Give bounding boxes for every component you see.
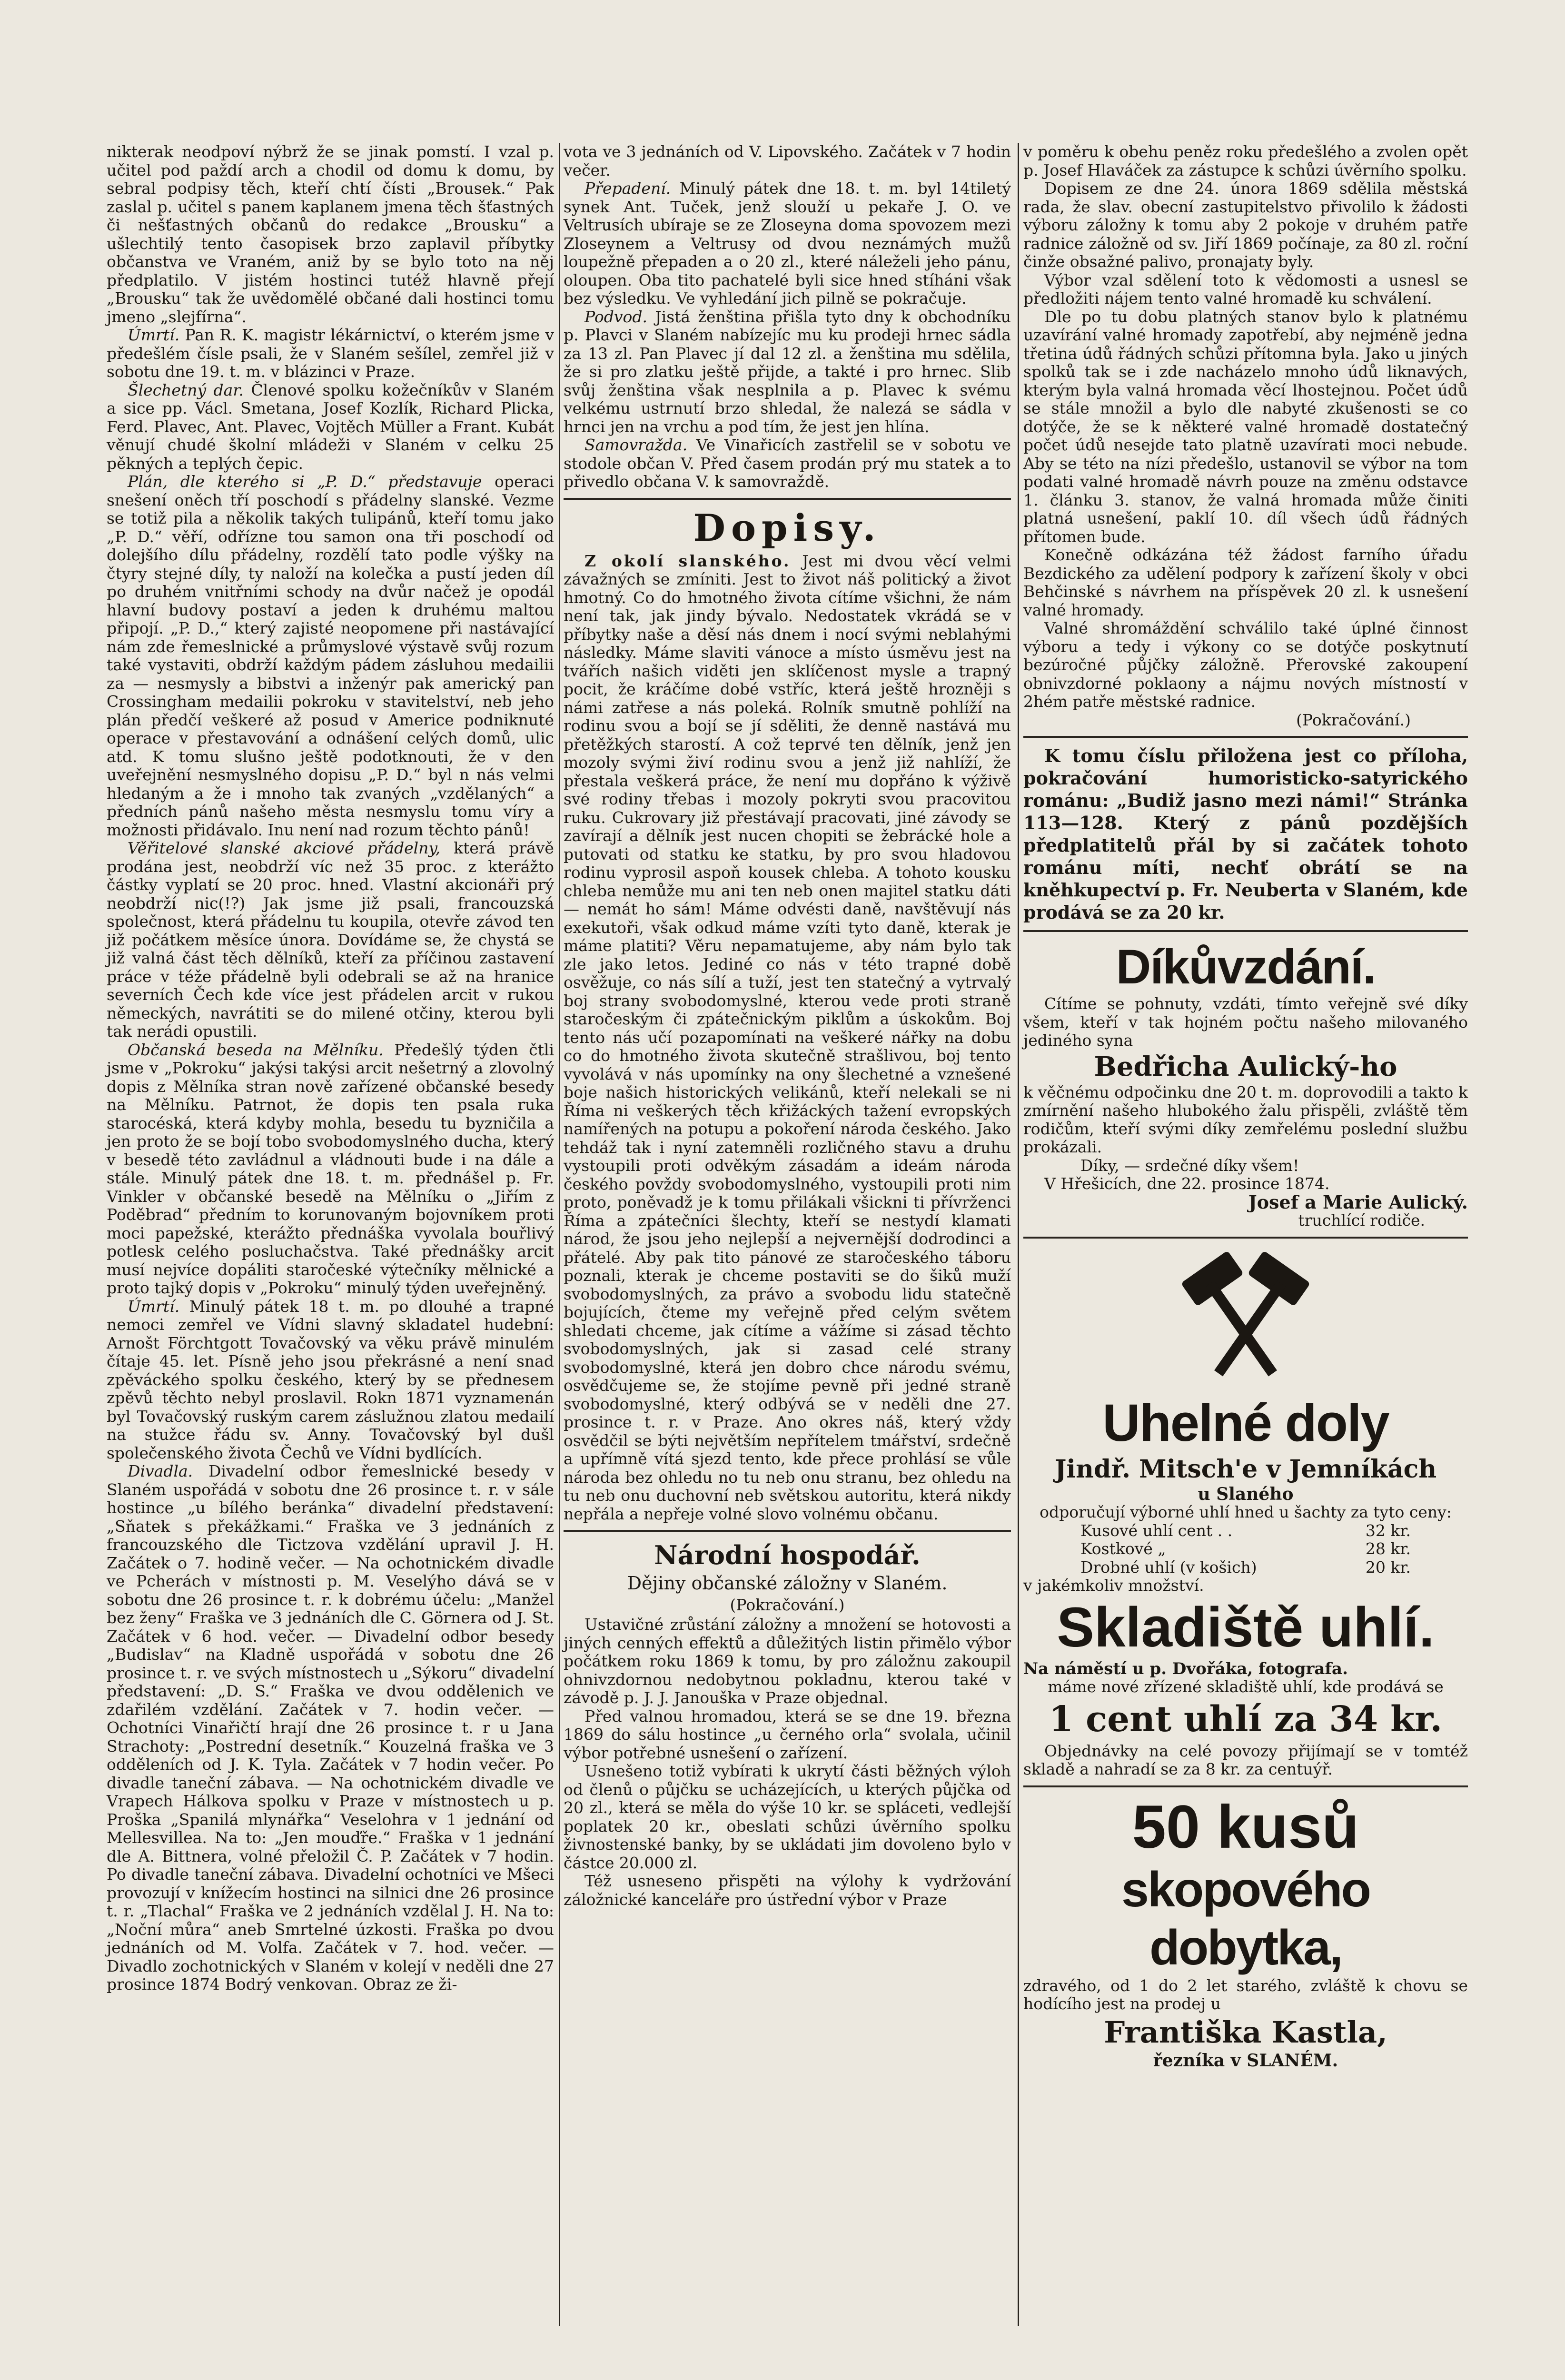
- coal-price-row: Kusové uhlí cent . . 32 kr.: [1080, 1521, 1411, 1540]
- article-paragraph: Valné shromáždění schválilo také úplné činnost výboru a tedy i výkony co se dotýče poskytnutí bezúročné půjčky záložně. Přerovské zakoupení obnivzdorné poklaony a nájmu nových místností v 2hém patře městské radnice.: [1023, 619, 1468, 711]
- ad-company: Jindř. Mitsch'e v Jemníkách: [1054, 1454, 1437, 1484]
- column-left: [107, 143, 554, 1994]
- article-slechetny-dar: Šlechetný dar. Členové spolku kožečníkův v Slaném a sice pp. Václ. Smetana, Josef Kozlík, Richard Plicka, Ferd. Plavec, Ant. Plavec, Vojtěch Müller a Frant. Kubát věnují chudé školní mládeži v Slaném v celku 25 pěkných a teplých čepic.: [107, 380, 554, 473]
- section-divider: [1023, 736, 1468, 738]
- seller-name: Františka Kastla,: [1104, 2014, 1387, 2050]
- article-samovrazda: Samovražda. Ve Vinařicích zastřelil se v sobotu ve stodole občan V. Před časem prodán prý mu statek a to přivedlo občana V. k samovraždě.: [564, 436, 1011, 491]
- deceased-name: Bedřicha Aulický-ho: [1094, 1051, 1397, 1082]
- ad-title-kusu: 50 kusů: [1132, 1793, 1359, 1861]
- section-title-narodni-hospodar: Národní hospodář.: [654, 1540, 921, 1570]
- article-paragraph: Dle po tu dobu platných stanov bylo k platnému uzavírání valné hromady zapotřebí, aby nejméně jedna třetina údů řádných schůzi přítomna byla. Jako u jiných spolků tak se i zde nacházelo mnoho údů liknavých, kterým byla valná hromada věcí lhostejnou. Počet údů se stále množil a bylo dle nabyté zkušenosti se co dotýče, že se k některé valné hromadě dostatečný počet údů nesejde tato platně uzavírati moci nebude. Aby se této na nízi předešlo, ustanovil se výbor na tom podati valné hromadě návrh pouze na změnu odstavce 1. článku 3. stanov, že valná hromada může činiti platná usnešení, paklí 10. díl všech údů řádných přítomen bude.: [1023, 307, 1468, 546]
- article-subtitle: Dějiny občanské záložny v Slaném.: [627, 1573, 948, 1594]
- section-title-dopisy: Dopisy.: [693, 506, 882, 550]
- article-prepadeni: Přepadení. Minulý pátek dne 18. t. m. byl 14tiletý synek Ant. Tuček, jenž slouží u pekaře J. O. ve Veltrusích ubíraje se ze Zloseyna doma spovozem mezi Zloseynem a Veltrusy od dvou neznámých mužů loupežně přepaden a o 20 zl., které náleželi jeho pánu, oloupen. Oba tito pachatelé byli sice hned stíháni však bez výsledku. Ve vyhledání jich pilně se pokračuje.: [564, 179, 1011, 307]
- ad-title-uhelne-doly: Uhelné doly: [1102, 1393, 1389, 1452]
- article-podvod: Podvod. Jistá ženština přišla tyto dny k obchodníku p. Plavci v Slaném nabízejíc mu ku prodeji hrnec sádla za 13 zl. Pan Plavec jí dal 12 zl. a ženština mu sdělila, že si pro zlatku ještě přijde, a takté i pro hrnec. Slib svůj ženština však nesplnila a p. Plavec k svému velkému ustrnutí brzo shledal, že nalezá se sádla v hrnci jen na vrchu a pod tím, že jest jen hlína.: [564, 307, 1011, 436]
- continuation-note: (Pokračování.): [1296, 710, 1411, 729]
- ad-text: zdravého, od 1 do 2 let starého, zvláště k chovu se hodícího jest na prodej u: [1023, 1976, 1468, 2013]
- article-paragraph: Dopisem ze dne 24. února 1869 sdělila městská rada, že slav. obecní zastupitelstvo přivolilo k žádosti výboru záložny k tomu aby 2 pokoje v druhém patře radnice záložně od sv. Jiří 1869 počínaje, za 80 zl. roční činže obsažné palivo, pronajaty byly.: [1023, 179, 1468, 271]
- ad-location: u Slaného: [1198, 1484, 1294, 1504]
- section-divider: [564, 1530, 1011, 1532]
- ad-place-date: V Hřešicích, dne 22. prosince 1874.: [1044, 1174, 1330, 1193]
- coal-price-list: [1023, 1522, 1468, 1577]
- column-middle: [564, 143, 1011, 1909]
- article-veritelove: Věřitelové slanské akciové přádelny, která právě prodána jest, neobdrží víc než 35 proc. z kterážto částky vyplatí se 20 proc. hned. Vlastní akcionáři prý neobdrží nic(!?) Jak jsme již psali, francouzská společnost, která přádelnu tu koupila, otevře závod ten již počátkem měsíce února. Dovídáme se, že chystá se již valná část těch dělníků, kteří za příčinou zastavení práce v téže přádelně byli odebrali se až na hranice severních Čech kde více jest přádelen arcit v rukou německých, navrátiti se do milené otčiny, kterou byli tak nerádi opustili.: [107, 839, 554, 1041]
- section-divider: [1023, 1785, 1468, 1787]
- article-obcanska-beseda: Občanská beseda na Mělníku. Předešlý týden čtli jsme v „Pokroku“ jakýsi takýsi arcit nešetrný a zlovolný dopis z Mělníka stran nově zařízené občanské besedy na Mělníku. Patrnot, že dopis ten psala ruka starocéská, která kdyby mohla, besedu tu byzničila a jen proto že se bojí tobo svobodomyslného ducha, který v besedě této zavládnul a vládnouti bude i na dále a stále. Minulý pátek dne 18. t. m. přednášel p. Fr. Vinkler v občanské besedě na Mělníku o „Jiřím z Poděbrad“ předním to korunovaným bojovníkem proti moci papežské, kterážto přednáška vyvolala bouřlivý potlesk celého posluchačstva. Také přednášky arcit musí nejvíce dopáliti staročeské výtečníky mělnické a proto tajký dopis v „Pokroku“ minulý týden uveřejněný.: [107, 1040, 554, 1297]
- article-dopis-okoli: Z okolí slanského. Jest mi dvou věcí velmi závažných se zmíniti. Jest to život náš politický a život hmotný. Co do hmotného života cítíme všichni, že nám není tak, jak jindy bývalo. Nedostatek vkrádá se v příbytky naše a děsí nás dnem i nocí svými neblahými následky. Máme slaviti vánoce a místo úsměvu jest na tvářích našich viděti jen sklíčenost mysle a trapný pocit, že kráčíme dobé vstříc, která ještě hrozněji s námi zatřese a nás poleká. Rolník smutně pohlíží na rodinu svou a bojí se jí sděliti, že denně nastává mu přetěžkých starostí. A což teprvé ten dělník, jenž jen mozoly svými živí rodinu svou a jenž již nahlíží, že přestala veškerá práce, že není mu dopřáno k výživě své rodiny třebas i mozoly pokryti svou pracovitou ruku. Cukrovary již přestávají pracovati, jiné závody se zavírají a dělník jest nucen chopiti se žebrácké hole a putovati od statku ke statku, by pro svou hladovou rodinu vyprosil aspoň kousek chleba. A tohoto kousku chleba nemůže mu ani ten neb onen majitel statku dáti — nemát ho sám! Máme odvésti daně, navštěvují nás exekutoři, však odkud máme vzíti tyto daně, kterak je máme platiti? Věru nepamatujeme, aby nám bylo tak zle jako letos. Jediné co nás v této trapné době osvěžuje, co nás sílí a tuží, jest ten statečný a vytrvalý boj strany svobodomyslné, kterou vede proti straně staročeským či zpátečnickým piklům a úskokům. Boj tento nás učí pozapomínati na veškeré nářky na dobu co do hmotného života skutečně strašlivou, boj tento vyvolává v nás upomínky na ony šlechetné a vznešené boje našich historických velikánů, kteří nelekali se ni Říma ni veškerých těch křižáckých tažení evropských namířených na potupu a pokoření národa českého. Jako tehdáž tak i nyní zatemněli rozličného stavu a druhu vystoupili proti odvěkým zásadám a ideám národa českého povždy svobodomyslného, vystoupili proti nim proto, poněvadž je k tomu přilákali všickni ti přívrženci Říma a zpátečníci šlechty, kteří se nestydí klamati národ, že jsou jeho nejlepší a nejvernější dodrodinci a přátelé. Aby pak tito pánové ze staročeského táboru poznali, kterak je chceme postaviti se do šiků muží svobodomyslných, za právo a svobodu lidu statečně bojujících, čteme my veřejně před celým světem shledati chceme, jak cítíme a vážíme si zásad těchto svobodomyslných, jak si zasad celé strany svobodomyslné, která jen dobro chce národu svému, osvědčujeme se, že stojíme pevně při jedné straně svobodomyslné, který odbývá se v neděli dne 27. prosince t. r. v Praze. Ano okres náš, který vždy osvědčil se býti největším nepřítelem tmářství, srdečně a upřímně vítá sjezd tento, kde přece prohlásí se vůle národa bez ohledu no tu neb onu stranu, bez ohledu na tu neb onu duchovní neb světskou autoritu, která nikdy nepřála a nepřeje volné slovo volnému občanu.: [564, 551, 1011, 1523]
- ad-signature: Josef a Marie Aulický.: [1248, 1191, 1468, 1213]
- article-umrti: Úmrtí. Pan R. K. magistr lékárnictví, o kterém jsme v předešlém čísle psali, že v Slaném sešílel, zemřel již v sobotu dne 19. t. m. v blázinci v Praze.: [107, 326, 555, 381]
- coal-price-row: Kostkové „ 28 kr.: [1080, 1539, 1411, 1558]
- ad-title-dikuvzdani: Díkůvzdání.: [1116, 940, 1376, 994]
- article-paragraph: Výbor vzal sdělení toto k vědomosti a usnesl se předložiti nájem tento valné hromadě ku schválení.: [1023, 270, 1468, 307]
- crossed-hammers-icon: [1155, 1245, 1336, 1388]
- seller-trade: řezníka v SLANÉM.: [1153, 2050, 1338, 2071]
- article-paragraph: Před valnou hromadou, která se se dne 19. března 1869 do sálu hostince „u černého orla“ svolala, učinil výbor potřebné usnešení o zařízení.: [564, 1706, 1011, 1762]
- ad-location: Na náměstí u p. Dvořáka, fotografa.: [1023, 1659, 1348, 1678]
- article-continuation-note: (Pokračování.): [730, 1596, 845, 1614]
- coal-price-row: Drobné uhlí (v košich) 20 kr.: [1080, 1557, 1411, 1577]
- column-right: [1023, 143, 1468, 2070]
- article-intro: nikterak neodpoví nýbrž že se jinak pomstí. I vzal p. učitel pod paždí arch a chodil od domu k domu, by sebral podpisy těch, kteří chtí čísti „Brousek.“ Pak zaslal p. učitel s panem kaplanem jmena těch šťastných či nešťastných občanů do redakce „Brousku“ a ušlechtilý tento časopisek brzo zaplavil příbytky občanstva ve Vraném, aniž by se bylo toto na něj předplatilo. V jistém hostinci tutéž hlavně přejí „Brousku“ tak že uvědomělé občané dali hostinci tomu jmeno „slejfírna“.: [107, 142, 554, 326]
- article-continuation: vota ve 3 jednáních od V. Lipovského. Začátek v 7 hodin večer.: [564, 142, 1011, 179]
- article-continuation: v poměru k obehu peněz roku předešlého a zvolen opět p. Josef Hlaváček za zástupce k schůzi úvěrního spolku.: [1023, 142, 1468, 179]
- column-rule: [559, 143, 560, 2326]
- section-divider: [1023, 930, 1468, 932]
- section-divider: [1023, 1237, 1468, 1239]
- ad-text: k věčnému odpočinku dne 20 t. m. doprovodili a takto k zmírnění našeho hlubokého žalu přispěli, zvláště těm rodičům, kteří svými díky zemřelému poslední službu prokázali.: [1023, 1082, 1468, 1156]
- article-paragraph: Též usneseno přispěti na výlohy k vydržování záložnické kanceláře pro ústřední výbor v Praze: [564, 1872, 1011, 1909]
- notice-priloha: K tomu číslu přiložena jest co příloha, pokračování humoristicko-satyrického románu: „Budiž jasno mezi námi!“ Stránka 113—128. Který z pánů pozdějších předplatitelů přál by si začátek tohoto románu míti, nechť obrátí se na kněhkupectví p. Fr. Neuberta v Slaném, kde prodává se za 20 kr.: [1023, 745, 1468, 923]
- article-plan: Plán, dle kterého si „P. D.“ představuje operaci snešení oněch tří poschodí s přádelny slanské. Vezme se totiž pila a několik takých tulipánů, kteří tomu jako „P. D.“ věří, odřízne tou samon ona tři poschodí od dolejšího dílu přádelny, rozdělí tato podle výšky na čtyry stejné díly, ty naloží na kolečka a pustí jeden díl po druhém vnitřními schody na dvůr načež je opodál hlavní budovy postaví a jeden k druhému maltou připojí. „P. D.,“ který zajisté neopomene při nastávající nám zde řemeslnické a průmyslové výstavě svůj rozum také vystaviti, obdrží každým pádem zásluhou medailii za — nesmysly a bibstvi a inženýr pak americký pan Crossingham medailii pokroku v stavitelství, neb jeho plán předčí veškeré až posud v Americe podniknuté operace v přestavování a odnášení celých domů, ulic atd. K tomu slušno ještě podotknouti, že v den uveřejnění nesmyslného dopisu „P. D.“ byl n nás velmi hledaným a že i mnoho tak zvaných „vzdělaných“ a předních pánů našeho města nesmyslu tomu víry a možnosti přidávalo. Inu není nad rozum těchto pánů!: [107, 472, 554, 839]
- article-umrti-tovacovsky: Úmrtí. Minulý pátek 18 t. m. po dlouhé a trapné nemoci zemřel ve Vídni slavný skladatel hudební: Arnošt Förchtgott Tovačovský va věku právě minulém čítaje 45. let. Písně jeho jsou překrásné a není snad zpěváckého spolku českého, který by se přednesem zpěvů těchto nebyl proslavil. Rokn 1871 vyznamenán byl Tovačovský ruským carem záslužnou zlatou medailí na stužce řádu sv. Anny. Tovačovský byl dušl společenského života Čechů ve Vídni bydlících.: [107, 1297, 554, 1462]
- section-divider: [564, 498, 1011, 500]
- ad-price: 1 cent uhlí za 34 kr.: [1049, 1698, 1443, 1740]
- ad-text: Cítíme se pohnuty, vzdáti, tímto veřejně své díky všem, kteří v tak hojném počtu našeho milovaného jediného syna: [1023, 994, 1468, 1050]
- ad-text: odporučují výborné uhlí hned u šachty za tyto ceny:: [1040, 1503, 1452, 1521]
- article-divadla: Divadla. Divadelní odbor řemeslnické besedy v Slaném uspořádá v sobotu dne 26 prosince t. r. v sále hostince „u bílého beránka“ divadelní představení: „Sňatek s překážkami.“ Fraška ve 3 jednáních z francouzského dle Tictzova vzdělání upravil J. H. Začátek o 7. hodině večer. — Na ochotnickém divadle ve Pcherách v místnosti p. M. Veselýho dává se v sobotu dne 26 prosince t. r. k dobrému účelu: „Manžel bez ženy“ Fraška ve 3 jednáních dle C. Görnera od J. St. Začátek v 6 hod. večer. — Divadelní odbor besedy „Budislav“ na Kladně uspořádá v sobotu dne 26 prosince t. r. ve svých místnostech u „Sýkoru“ divadelní představení: „D. S.“ Fraška ve dvou oddělenich ve zdařilém vzdělání. Začátek v 7. hodin večer. — Ochotníci Vinařičtí hrají dne 26 prosince t. r u Jana Strachoty: „Postrední desetník.“ Kouzelná fraška ve 3 odděleních od J. K. Tyla. Začátek v 7 hodin večer. Po divadle taneční zábava. — Na ochotnickém divadle ve Vrapech Hálkova spolku v Praze v místnostech u p. Proška „Spanilá mlynářka“ Veselohra v 1 jednání od Mellesvillea. Na to: „Jen mouďře.“ Fraška v 1 jednání dle A. Bittnera, volné přeložil Č. P. Začátek v 7 hodin. Po divadle taneční zábava. Divadelní ochotníci ve Mšeci provozují v knížecím hostinci na silnici dne 26 prosince t. r. „Tlachal“ Fraška ve 2 jednáních vzdělal J. H. Na to: „Noční můra“ aneb Smrtelné úzkosti. Fraška po dvou jednáních od M. Volfa. Začátek v 7. hod. večer. — Divadlo zochotnických v Slaném v kolejí v neděli dne 27 prosince 1874 Bodrý venkovan. Obraz ze ži-: [107, 1462, 554, 1993]
- ad-title-skopoveho: skopového dobytka,: [1121, 1862, 1370, 1975]
- ad-text: Díky, — srdečné díky všem!: [1080, 1156, 1299, 1175]
- article-paragraph: Ustavičné zrůstání záložny a množení se hotovosti a jiných cenných effektů a důležitých listin přimělo výbor počátkem roku 1869 k tomu, by pro záložnu zakoupil ohnivzdornou nedobytnou pokladnu, kterou také v závodě p. J. J. Janouška v Praze objednal.: [564, 1615, 1011, 1707]
- column-rule: [1018, 143, 1019, 2326]
- article-paragraph: Usnešeno totiž vybírati k ukrytí části běžných výloh od členů o půjčku se ucházejících, u kterých půjčka od 20 zl., která se měla do výše 10 kr. se spláceti, vedlejší poplatek 20 kr., obeslati schůzi úvěrního spolku živnostenské banky, by se ukládati jim dovoleno bylo v částce 20.000 zl.: [564, 1762, 1011, 1872]
- article-paragraph: Konečně odkázána též žádost farního úřadu Bezdického za udělení podpory k zařízení školy v obci Behčinské s návrhem na příspěvek 20 zl. k usnešení valné hromady.: [1023, 545, 1468, 619]
- ad-text: Objednávky na celé povozy přijímají se v tomtéž skladě a nahradí se za 8 kr. za centuýř.: [1023, 1741, 1468, 1778]
- ad-text: máme nové zřízené skladiště uhlí, kde prodává se: [1048, 1677, 1444, 1696]
- ad-text: v jakémkoliv množství.: [1023, 1576, 1204, 1595]
- ad-title-skladiste: Skladiště uhlí.: [1057, 1596, 1435, 1659]
- ad-signature-note: truchlící rodiče.: [1298, 1211, 1425, 1230]
